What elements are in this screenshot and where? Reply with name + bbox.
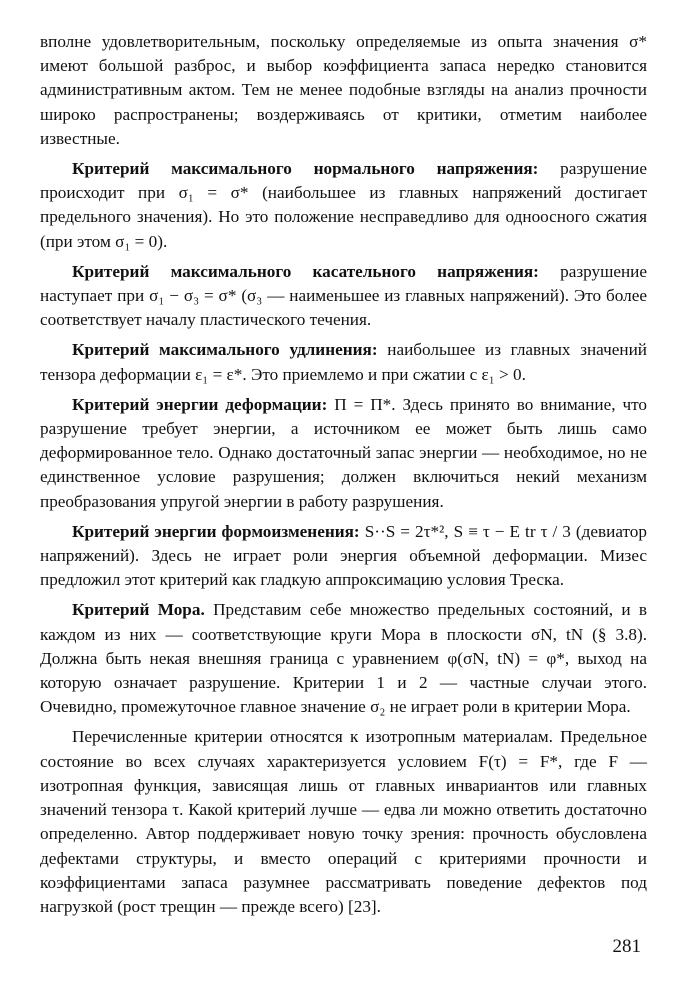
paragraph-max-elongation: Критерий максимального удлинения: наибольшее из главных значений тензора деформации ε₁ = ε*. Это приемлемо и при сжатии с ε₁ > 0. (40, 340, 647, 384)
paragraph-mohr-criterion: Критерий Мора. Представим себе множество предельных состояний, и в каждом из них — соответствующие круги Мора в плоскости σN, tN (§ 3.8). Должна быть некая внешняя граница с уравнением φ(σN, tN) = φ*, выход на которую означает разрушение. Критерии 1 и 2 — частные случаи этого. Очевидно, промежуточное главное значение σ₂ не играет роли в критерии Мора. (40, 600, 648, 717)
paragraph-max-normal-stress: Критерий максимального нормального напряжения: разрушение происходит при σ₁ = σ* (наибольшее из главных напряжений достигает предельного значения). Но это положение несправедливо для одноосного сжатия (при этом σ₁ = 0). (40, 159, 647, 251)
paragraph-strain-energy: Критерий энергии деформации: Π = Π*. Здесь принято во внимание, что разрушение требует энергии, а источником ее может быть лишь само деформированное тело. Однако достаточный запас энергии — необходимое, но не единственное условие разрушения; должен включиться некий механизм преобразования упругой энергии в работу разрушения. (40, 394, 647, 511)
paragraph-continuation: вполне удовлетворительным, поскольку определяемые из опыта значения σ* имеют большой разброс, и выбор коэффициента запаса нередко становится административным актом. Тем не менее подобные взгляды на анализ прочности широко распространены; воздерживаясь от критики, отметим наиболее известные. (40, 32, 647, 148)
paragraph-conclusion: Перечисленные критерии относятся к изотропным материалам. Предельное состояние во всех случаях характеризуется условием F(τ) = F*, где F — изотропная функция, зависящая лишь от главных инвариантов или главных значений тензора τ. Какой критерий лучше — едва ли можно ответить достаточно определенно. Автор поддерживает новую точку зрения: прочность обусловлена дефектами структуры, и вместо операций с критериями прочности и коэффициентами запаса разумнее рассматривать поведение дефектов под нагрузкой (рост трещин — прежде всего) [23]. (40, 727, 647, 916)
paragraph-max-shear-stress: Критерий максимального касательного напряжения: разрушение наступает при σ₁ − σ₃ = σ* (σ₃ — наименьшее из главных напряжений). Это более соответствует началу пластического течения. (40, 261, 647, 330)
page-number: 281 (612, 936, 641, 957)
paragraph-distortion-energy: Критерий энергии формоизменения: S··S = 2τ*², S ≡ τ − E tr τ / 3 (девиатор напряжений). Здесь не играет роли энергия объемной деформации. Мизес предложил этот критерий как гладкую аппроксимацию условия Треска. (40, 521, 647, 590)
